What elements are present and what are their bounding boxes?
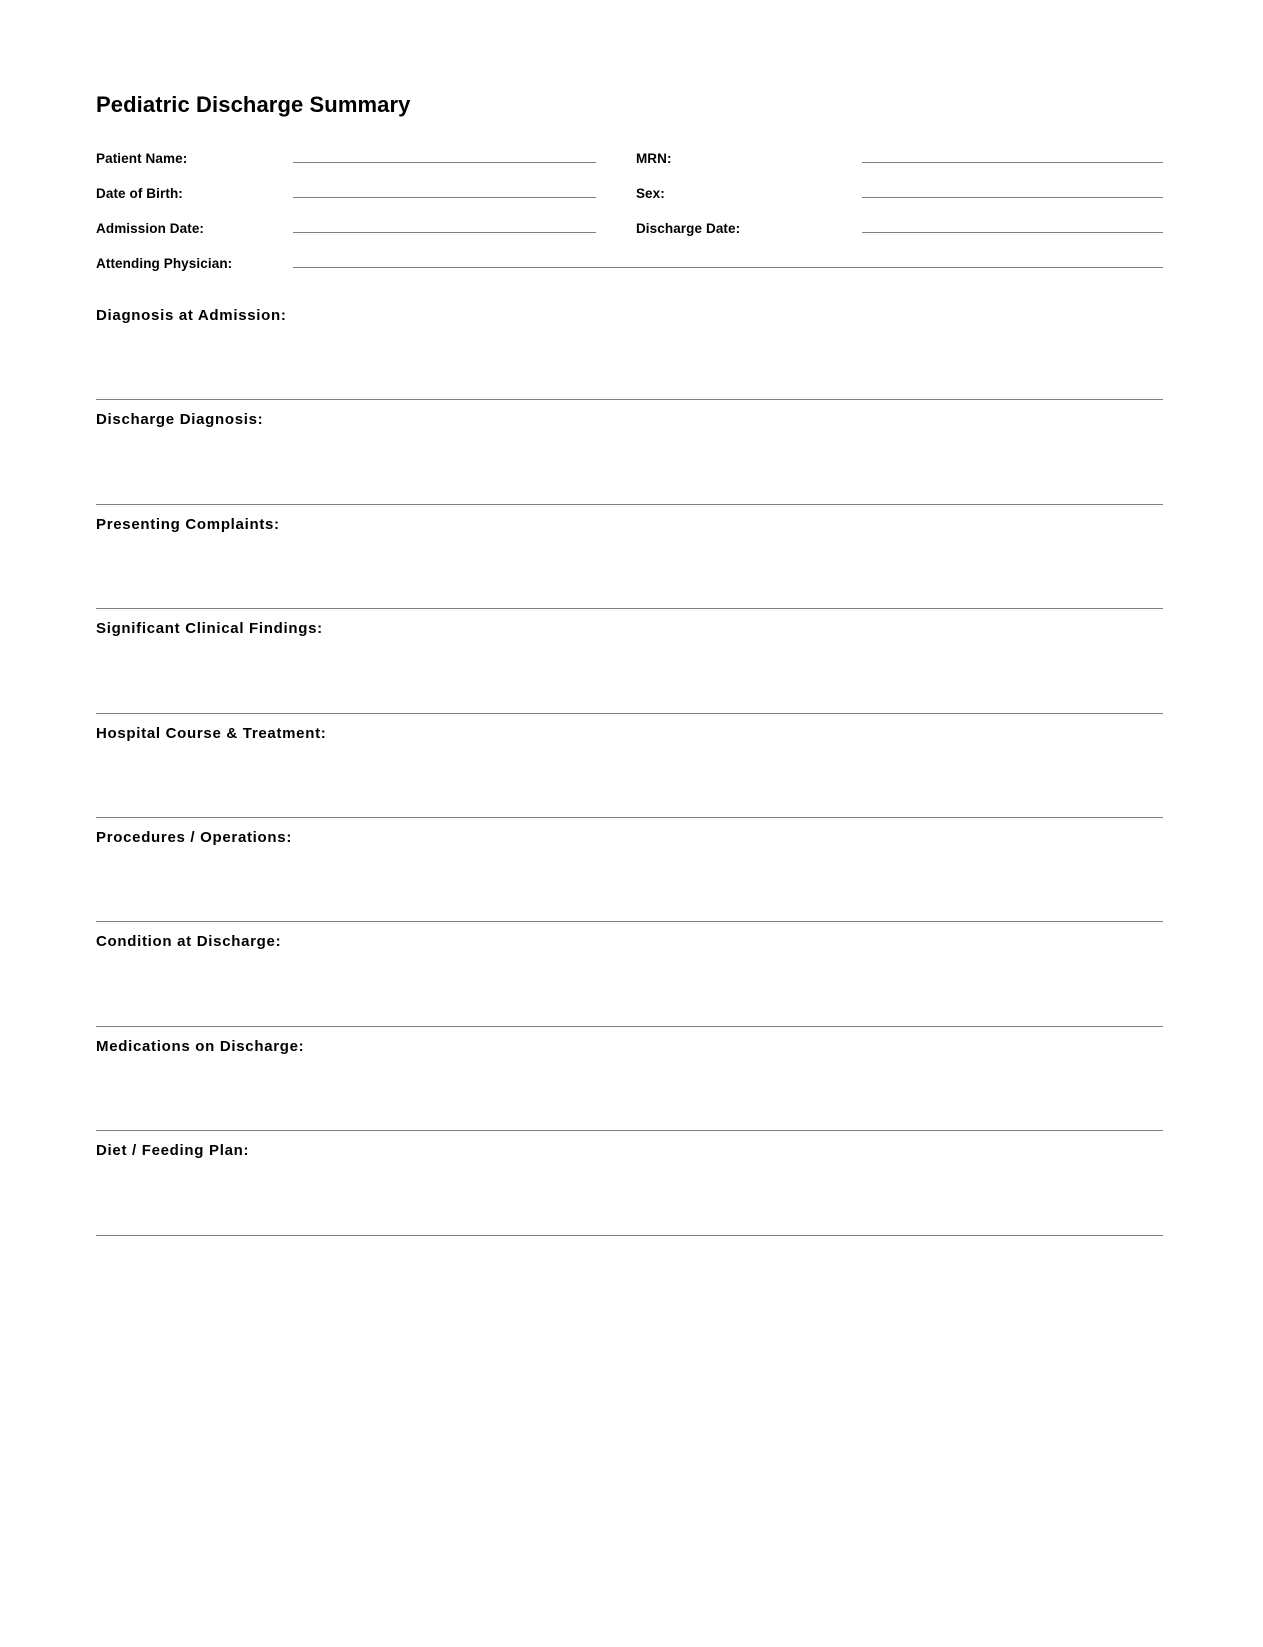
section-diet-feeding-plan bbox=[96, 1131, 1163, 1235]
patient-name-underline bbox=[293, 161, 596, 163]
attending-physician-label: Attending Physician: bbox=[96, 256, 233, 271]
section-heading: Presenting Complaints: bbox=[96, 515, 280, 533]
column-gap bbox=[596, 134, 618, 169]
date-of-birth-label: Date of Birth: bbox=[96, 186, 183, 201]
page-title: Pediatric Discharge Summary bbox=[96, 92, 411, 117]
section-presenting-complaints bbox=[96, 505, 1163, 609]
section-answer-area[interactable] bbox=[96, 1057, 1163, 1111]
field-row bbox=[96, 134, 1163, 169]
date-of-birth-field[interactable] bbox=[293, 169, 596, 204]
section-answer-area[interactable] bbox=[96, 744, 1163, 798]
admission-date-underline bbox=[293, 231, 596, 233]
section-heading: Hospital Course & Treatment: bbox=[96, 724, 327, 742]
section-answer-area[interactable] bbox=[96, 1161, 1163, 1215]
section-heading: Significant Clinical Findings: bbox=[96, 620, 323, 638]
section-answer-area[interactable] bbox=[96, 535, 1163, 589]
section-answer-area[interactable] bbox=[96, 326, 1163, 380]
section-heading: Procedures / Operations: bbox=[96, 828, 293, 846]
mrn-field[interactable] bbox=[862, 134, 1163, 169]
sex-underline bbox=[862, 196, 1163, 198]
section-underline bbox=[96, 1235, 1163, 1236]
mrn-label: MRN: bbox=[635, 151, 672, 166]
section-answer-area[interactable] bbox=[96, 430, 1163, 484]
attending-physician-underline bbox=[293, 266, 1163, 268]
section-heading: Medications on Discharge: bbox=[96, 1037, 305, 1055]
section-heading: Diet / Feeding Plan: bbox=[96, 1142, 250, 1160]
section-heading: Diagnosis at Admission: bbox=[96, 307, 287, 324]
section-diagnosis-at-admission bbox=[96, 296, 1163, 400]
column-gap bbox=[596, 204, 618, 239]
form-sections bbox=[96, 296, 1163, 1236]
sex-label: Sex: bbox=[635, 186, 665, 201]
field-row bbox=[96, 169, 1163, 204]
section-medications-on-discharge bbox=[96, 1027, 1163, 1131]
admission-date-field[interactable] bbox=[293, 204, 596, 239]
section-discharge-diagnosis bbox=[96, 400, 1163, 504]
section-condition-at-discharge bbox=[96, 922, 1163, 1026]
section-significant-clinical-findings bbox=[96, 609, 1163, 713]
section-heading: Discharge Diagnosis: bbox=[96, 411, 264, 429]
form-sheet bbox=[96, 92, 1163, 1236]
attending-physician-field[interactable] bbox=[293, 239, 1163, 274]
section-hospital-course-and-treatment bbox=[96, 714, 1163, 818]
sex-field[interactable] bbox=[862, 169, 1163, 204]
discharge-date-field[interactable] bbox=[862, 204, 1163, 239]
discharge-date-label: Discharge Date: bbox=[635, 221, 741, 236]
section-answer-area[interactable] bbox=[96, 952, 1163, 1006]
patient-header-fields bbox=[96, 134, 1163, 274]
section-answer-area[interactable] bbox=[96, 639, 1163, 693]
discharge-date-underline bbox=[862, 231, 1163, 233]
mrn-underline bbox=[862, 161, 1163, 163]
admission-date-label: Admission Date: bbox=[96, 221, 205, 236]
date-of-birth-underline bbox=[293, 196, 596, 198]
section-procedures-operations bbox=[96, 818, 1163, 922]
section-heading: Condition at Discharge: bbox=[96, 933, 282, 951]
patient-name-field[interactable] bbox=[293, 134, 596, 169]
section-answer-area[interactable] bbox=[96, 848, 1163, 902]
patient-name-label: Patient Name: bbox=[96, 151, 188, 166]
field-row bbox=[96, 239, 1163, 274]
field-row bbox=[96, 204, 1163, 239]
column-gap bbox=[596, 169, 618, 204]
